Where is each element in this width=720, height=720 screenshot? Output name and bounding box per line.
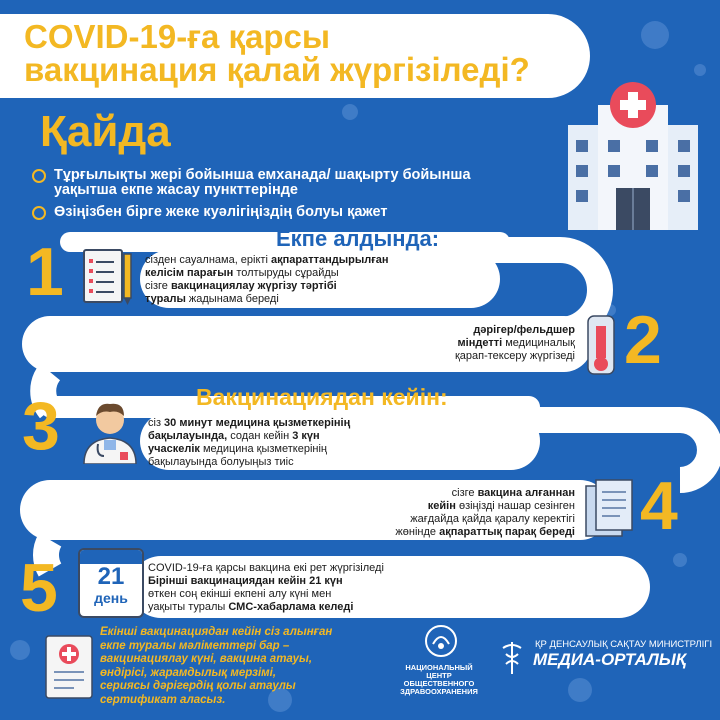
org-left-line-3: ЗДРАВООХРАНЕНИЯ: [400, 687, 478, 696]
step-2-line-3: [400, 350, 575, 363]
org-left-name: [400, 664, 478, 696]
step-5-line-2: [148, 575, 448, 588]
step-1-line-4: [145, 293, 445, 306]
step-3-line-1-part-1: сіз: [148, 417, 165, 429]
step-4-line-4-part-2: ақпараттық парақ береді: [439, 526, 575, 538]
title-line-1: COVID-19-ға қарсы: [24, 18, 331, 55]
thermometer-icon: [580, 312, 624, 380]
step-1-line-1: [145, 254, 445, 267]
org-right-media-center: МЕДИА-ОРТАЛЫҚ: [533, 650, 687, 669]
where-bullet-1-line-2: уақытша екпе жасау пункттерінде: [54, 182, 298, 198]
step-3-line-3-part-1: учаскелік: [148, 443, 200, 455]
org-left-line-2: ОБЩЕСТВЕННОГО: [403, 679, 475, 688]
final-note-line-3: вакцинациялау күні, вакцина атауы,: [100, 653, 313, 665]
step-1-line-1-part-2: ақпараттандырылған: [270, 254, 389, 266]
step-4-text: [365, 487, 575, 539]
where-bullet-2: [32, 205, 552, 220]
step-5-line-3-part-1: өткен соң екінші екпені алу күні мен: [148, 588, 332, 600]
certificate-icon: [44, 634, 94, 700]
step-5-text: [148, 562, 448, 614]
step-4-line-3: [365, 513, 575, 526]
step-1-line-1-part-1: сізден сауалнама, ерікті: [145, 254, 271, 266]
final-note-line-5: сериясы дәрігердің қолы атаулы: [100, 680, 296, 692]
step-2-line-3-part-1: қарап-тексеру жүргізеді: [454, 350, 575, 362]
where-heading: Қайда: [40, 107, 171, 156]
step-3-line-2: [148, 430, 408, 443]
doctor-icon: [78, 396, 142, 464]
caduceus-logo-icon: [497, 640, 527, 676]
page-title: [24, 20, 530, 86]
step-3-line-1: [148, 417, 408, 430]
step-4-line-4-part-1: жөнінде: [395, 526, 440, 538]
step-4-line-4: [365, 526, 575, 539]
step-1-line-4-part-1: туралы: [145, 293, 186, 305]
step-2-number: 2: [624, 302, 662, 378]
step-5-line-2-part-1: Бірінші вакцинациядан кейін 21 күн: [148, 575, 343, 587]
where-bullet-1: [32, 168, 552, 198]
bullet-icon: [32, 206, 46, 220]
step-4-number: 4: [640, 468, 678, 544]
step-2-line-1-part-1: дәрігер/фельдшер: [473, 324, 575, 336]
step-4-line-3-part-1: жағдайда қайда қаралу керектігі: [410, 513, 575, 525]
final-note-line-2: екпе туралы мәліметтері бар –: [100, 639, 290, 652]
final-note: [100, 626, 400, 707]
final-note-line-6: сертификат аласыз.: [100, 693, 226, 706]
step-3-number: 3: [22, 388, 60, 464]
step-4-line-1-part-1: сізге: [451, 487, 478, 499]
step-5-line-4: [148, 601, 448, 614]
where-bullet-2-line-1: Өзіңізбен бірге жеке куәлігіңіздің болуы қажет: [54, 204, 388, 220]
step-1-line-3: [145, 280, 445, 293]
org-left-line-1: НАЦИОНАЛЬНЫЙ ЦЕНТР: [405, 663, 473, 680]
where-bullet-1-line-1: Тұрғылықты жері бойынша емханада/ шақырту бойынша: [54, 167, 471, 183]
documents-icon: [582, 478, 636, 540]
step-1-line-4-part-2: жадынама береді: [185, 293, 279, 305]
step-1-line-2-part-1: келісім парағын: [145, 267, 234, 279]
step-4-line-1: [365, 487, 575, 500]
step-1-line-2-part-2: толтыруды сұрайды: [233, 267, 339, 279]
step-1-line-3-part-2: вакцинациялау жүргізу тәртібі: [170, 280, 337, 292]
final-note-line-4: өндірісі, жарамдылық мерзімі,: [100, 666, 277, 679]
step-3-line-2-part-1: бақылауында,: [148, 430, 228, 442]
after-heading: Вакцинациядан кейін:: [196, 384, 448, 410]
step-3-line-3: [148, 443, 408, 456]
step-5-line-1: [148, 562, 448, 575]
title-line-2: вакцинация қалай жүргізіледі?: [24, 51, 530, 88]
step-5-line-4-part-2: СМС-хабарлама келеді: [228, 601, 354, 613]
step-4-line-2-part-2: өзіңізді нашар сезінген: [455, 500, 575, 512]
step-1-line-2: [145, 267, 445, 280]
step-5-line-4-part-1: уақыты туралы: [148, 601, 229, 613]
clipboard-icon: [80, 246, 136, 306]
step-3-line-4: [148, 456, 408, 469]
calendar-number: 21: [97, 563, 125, 590]
org-right-ministry: ҚР ДЕНСАУЛЫҚ САҚТАУ МИНИСТРЛІГІ: [535, 639, 713, 650]
step-2-line-2-part-1: міндетті: [457, 337, 503, 349]
step-3-line-1-part-2: 30 минут медицина қызметкерінің: [164, 417, 351, 429]
step-1-text: [145, 254, 445, 306]
calendar-header: [80, 550, 142, 564]
calendar-unit: день: [94, 590, 128, 606]
step-3-text: [148, 417, 408, 469]
step-5-line-1-part-1: COVID-19-ға қарсы вакцина екі рет жүргізіледі: [148, 562, 384, 574]
step-2-text: [400, 324, 575, 363]
step-3-line-2-part-2: содан кейін: [227, 430, 293, 442]
step-1-number: 1: [26, 234, 64, 310]
final-note-line-1: Екінші вакцинациядан кейін сіз алынған: [100, 626, 333, 638]
before-heading: Екпе алдында:: [276, 226, 440, 251]
step-2-line-2: [400, 337, 575, 350]
step-4-line-1-part-2: вакцина алғаннан: [477, 487, 575, 499]
step-1-line-3-part-1: сізге: [145, 280, 171, 292]
step-4-line-2: [365, 500, 575, 513]
bullet-icon: [32, 169, 46, 183]
ncph-logo-icon: [424, 624, 458, 658]
step-2-line-2-part-2: медициналық: [502, 337, 575, 349]
step-3-line-4-part-1: бақылауында болуыңыз тиіс: [148, 456, 294, 468]
hospital-icon: [558, 80, 708, 230]
step-4-line-2-part-1: кейін: [427, 500, 456, 512]
step-5-number: 5: [20, 550, 58, 626]
step-2-line-1: [400, 324, 575, 337]
step-3-line-3-part-2: медицина қызметкерінің: [199, 443, 327, 455]
calendar-icon: [78, 548, 144, 618]
step-3-line-2-part-3: 3 күн: [292, 430, 320, 442]
step-5-line-3: [148, 588, 448, 601]
